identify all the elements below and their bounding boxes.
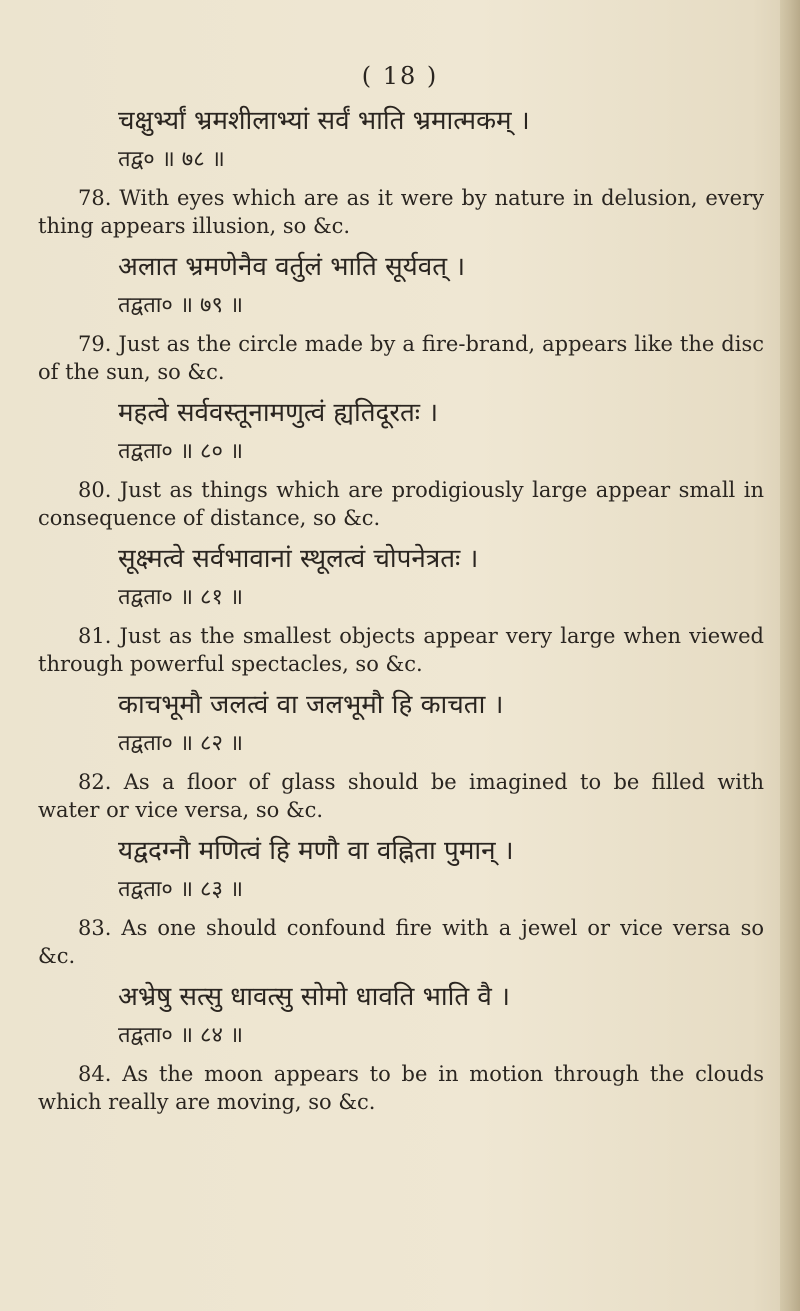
verse-reference: तद्व० ॥ ७८ ॥ xyxy=(118,147,225,172)
sanskrit-verse: चक्षुर्भ्यां भ्रमशीलाभ्यां सर्वं भाति भ्रमात्मकम् । xyxy=(118,106,530,136)
verse-entry xyxy=(38,684,764,824)
sanskrit-verse: सूक्ष्मत्वे सर्वभावानां स्थूलत्वं चोपनेत्रतः । xyxy=(118,544,479,574)
verse-list xyxy=(38,100,764,1122)
page-edge-shadow xyxy=(780,0,800,1311)
english-translation: 78. With eyes which are as it were by nature in delusion, every thing appears illusion, so &c. xyxy=(38,186,764,238)
english-translation: 81. Just as the smallest objects appear very large when viewed through powerful spectacles, so &c. xyxy=(38,624,764,676)
sanskrit-verse: अभ्रेषु सत्सु धावत्सु सोमो धावति भाति वै । xyxy=(118,982,511,1012)
verse-reference: तद्वता० ॥ ८३ ॥ xyxy=(118,877,244,902)
english-translation: 84. As the moon appears to be in motion through the clouds which really are moving, so &c. xyxy=(38,1062,764,1114)
verse-entry xyxy=(38,392,764,532)
verse-reference: तद्वता० ॥ ८२ ॥ xyxy=(118,731,244,756)
english-translation: 79. Just as the circle made by a fire-brand, appears like the disc of the sun, so &c. xyxy=(38,332,764,384)
verse-entry xyxy=(38,976,764,1116)
verse-entry xyxy=(38,100,764,240)
verse-reference: तद्वता० ॥ ७९ ॥ xyxy=(118,293,244,318)
verse-entry xyxy=(38,246,764,386)
verse-entry xyxy=(38,830,764,970)
sanskrit-verse: काचभूमौ जलत्वं वा जलभूमौ हि काचता । xyxy=(118,690,504,720)
english-translation: 83. As one should confound fire with a jewel or vice versa so &c. xyxy=(38,916,764,968)
verse-reference: तद्वता० ॥ ८१ ॥ xyxy=(118,585,244,610)
sanskrit-verse: अलात भ्रमणेनैव वर्तुलं भाति सूर्यवत् । xyxy=(118,252,466,282)
english-translation: 80. Just as things which are prodigiously large appear small in consequence of distance, so &c. xyxy=(38,478,764,530)
page-number: ( 18 ) xyxy=(361,62,439,90)
sanskrit-verse: यद्वदग्नौ मणित्वं हि मणौ वा वह्निता पुमान् । xyxy=(118,836,514,866)
verse-entry xyxy=(38,538,764,678)
verse-reference: तद्वता० ॥ ८४ ॥ xyxy=(118,1023,244,1048)
sanskrit-verse: महत्वे सर्ववस्तूनामणुत्वं ह्यतिदूरतः । xyxy=(118,398,439,428)
english-translation: 82. As a floor of glass should be imagined to be filled with water or vice versa, so &c. xyxy=(38,770,764,822)
verse-reference: तद्वता० ॥ ८० ॥ xyxy=(118,439,244,464)
